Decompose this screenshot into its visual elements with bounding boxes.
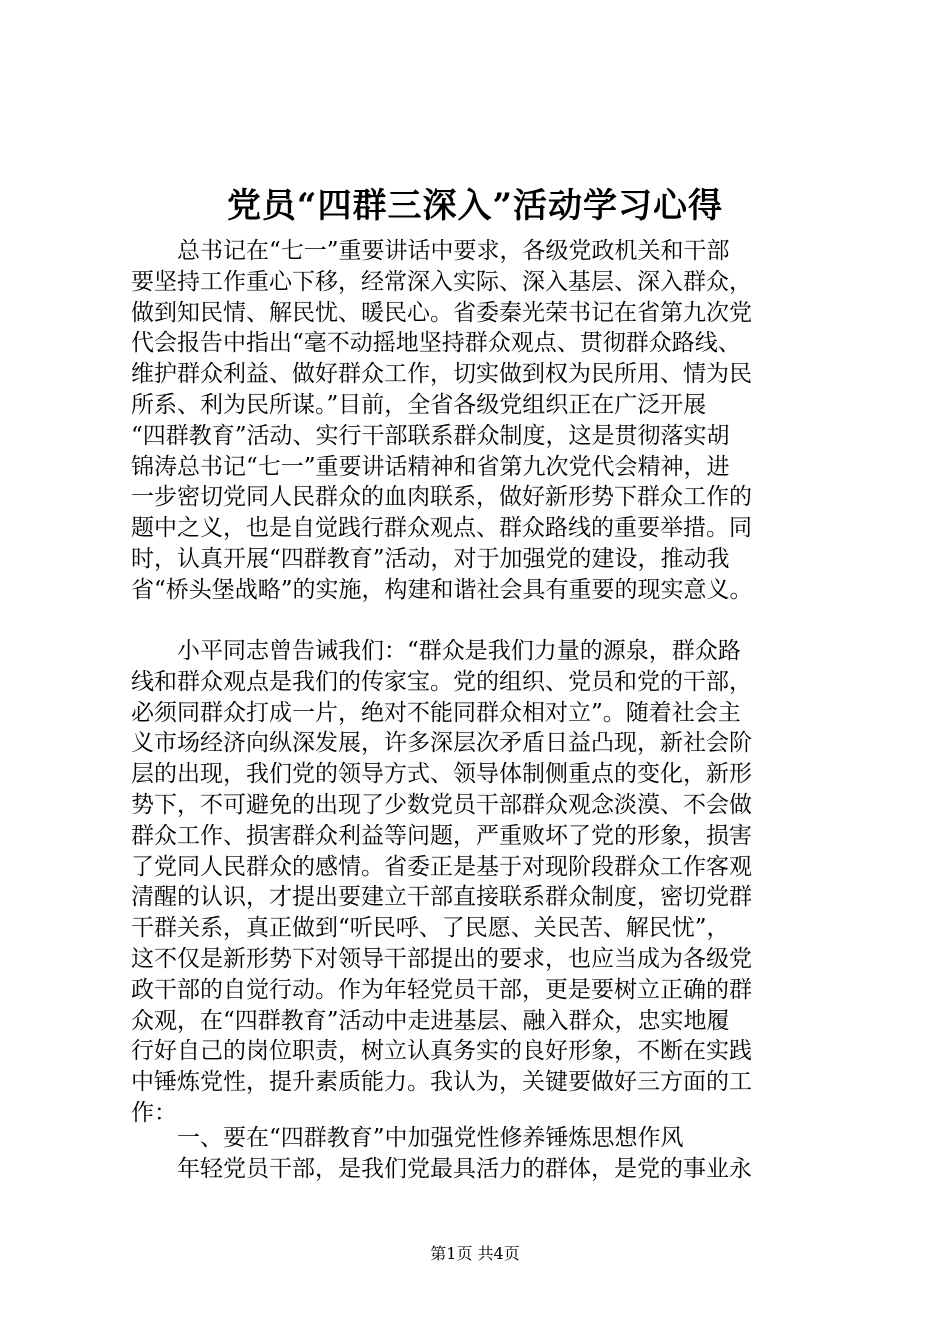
text-line: 时，认真开展“四群教育”活动，对于加强党的建设，推动我: [131, 545, 730, 572]
text-line: 清醒的认识，才提出要建立干部直接联系群众制度，密切党群: [131, 884, 752, 911]
section-heading: [131, 1123, 851, 1154]
text-line: 众观，在“四群教育”活动中走进基层、融入群众，忠实地履: [131, 1007, 730, 1034]
text-line: 维护群众利益、做好群众工作，切实做到权为民所用、情为民: [131, 361, 752, 388]
text-line: 代会报告中指出“毫不动摇地坚持群众观点、贯彻群众路线、: [131, 330, 741, 357]
text-line: 了党同人民群众的感情。省委正是基于对现阶段群众工作客观: [131, 853, 752, 880]
text-line: 所系、利为民所谋。”目前，全省各级党组织正在广泛开展: [131, 391, 707, 418]
text-line: 年轻党员干部，是我们党最具活力的群体，是党的事业永: [131, 1156, 752, 1182]
text-line: “四群教育”活动、实行干部联系群众制度，这是贯彻落实胡: [131, 422, 730, 449]
text-line: 一步密切党同人民群众的血肉联系，做好新形势下群众工作的: [131, 484, 752, 511]
document-title: 党员“四群三深入”活动学习心得: [226, 186, 724, 226]
text-line: 行好自己的岗位职责，树立认真务实的良好形象，不断在实践: [131, 1038, 752, 1065]
text-line: 势下，不可避免的出现了少数党员干部群众观念淡漠、不会做: [131, 791, 752, 818]
text-line: 作：: [131, 1099, 177, 1126]
text-line: 省“桥头堡战略”的实施，构建和谐社会具有重要的现实意义。: [131, 576, 753, 603]
text-line: 义市场经济向纵深发展，许多深层次矛盾日益凸现，新社会阶: [131, 730, 752, 757]
text-line: 要坚持工作重心下移，经常深入实际、深入基层、深入群众，: [131, 268, 752, 295]
text-line: 这不仅是新形势下对领导干部提出的要求，也应当成为各级党: [131, 945, 752, 972]
text-line: 群众工作、损害群众利益等问题，严重败坏了党的形象，损害: [131, 822, 752, 849]
text-line: 小平同志曾告诫我们：“群众是我们力量的源泉，群众路: [131, 638, 741, 664]
paragraph-section-body: [131, 1154, 851, 1185]
paragraph-intro: [131, 236, 851, 606]
text-line: 做到知民情、解民忧、暖民心。省委秦光荣书记在省第九次党: [131, 299, 752, 326]
text-line: 总书记在“七一”重要讲话中要求，各级党政机关和干部: [131, 238, 730, 264]
text-line: 题中之义，也是自觉践行群众观点、群众路线的重要举措。同: [131, 515, 752, 542]
paragraph-body: [131, 636, 851, 1129]
text-line: 中锤炼党性，提升素质能力。我认为，关键要做好三方面的工: [131, 1069, 752, 1096]
text-line: 必须同群众打成一片，绝对不能同群众相对立”。随着社会主: [131, 699, 741, 726]
heading-line: 一、要在“四群教育”中加强党性修养锤炼思想作风: [131, 1125, 684, 1151]
page-number-footer: 第1页 共4页: [430, 1244, 520, 1263]
text-line: 干群关系，真正做到“听民呼、了民愿、关民苦、解民忧”，: [131, 915, 730, 942]
text-line: 线和群众观点是我们的传家宝。党的组织、党员和党的干部，: [131, 668, 752, 695]
text-line: 层的出现，我们党的领导方式、领导体制侧重点的变化，新形: [131, 761, 752, 788]
text-line: 锦涛总书记“七一”重要讲话精神和省第九次党代会精神，进: [131, 453, 730, 480]
text-line: 政干部的自觉行动。作为年轻党员干部，更是要树立正确的群: [131, 976, 752, 1003]
